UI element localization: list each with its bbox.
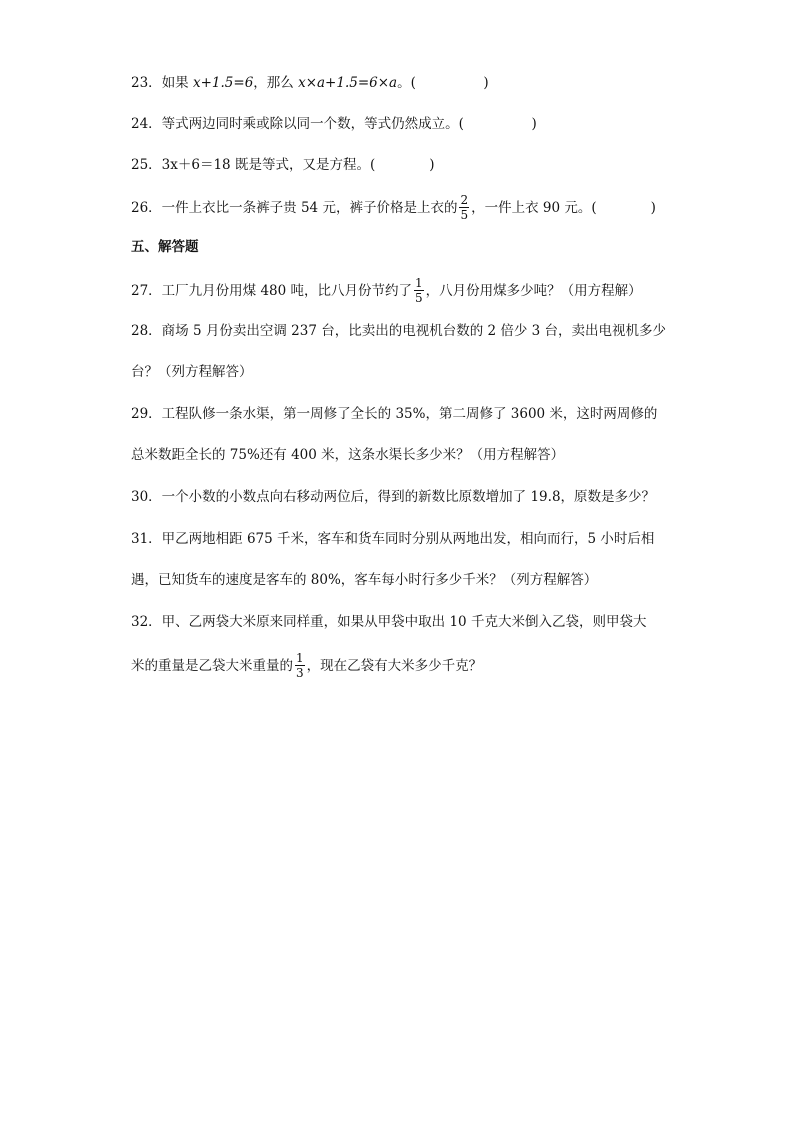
question-23-part1: 23． xyxy=(131,75,162,91)
question-23-text-a: 如果 xyxy=(161,75,189,91)
question-23 xyxy=(131,73,489,93)
question-32-text-b: ，现在乙袋有大米多少千克？ xyxy=(306,658,483,674)
question-28-line-1: 28．商场 5 月份卖出空调 237 台，比卖出的电视机台数的 2 倍少 3 台，卖出电视机多少 xyxy=(131,323,667,339)
question-23-equation-1: x+1.5=6 xyxy=(192,75,254,91)
question-27 xyxy=(131,278,642,305)
question-32-text-a: 米的重量是乙袋大米重量的 xyxy=(131,658,293,674)
question-32-line-1: 32．甲、乙两袋大米原来同样重，如果从甲袋中取出 10 千克大米倒入乙袋，则甲袋大 xyxy=(131,614,647,630)
question-30: 30．一个小数的小数点向右移动两位后，得到的新数比原数增加了 19.8，原数是多少？ xyxy=(131,489,656,505)
question-23-text-b: ，那么 xyxy=(253,75,294,91)
question-27-text-b: ，八月份用煤多少吨？（用方程解） xyxy=(425,283,642,299)
question-27-text-a: 27．工厂九月份用煤 480 吨，比八月份节约了 xyxy=(131,283,413,299)
fraction-numerator: 1 xyxy=(415,276,423,290)
question-29-line-2: 总米数距全长的 75%还有 400 米，这条水渠长多少米？（用方程解答） xyxy=(131,447,565,463)
fraction-denominator: 5 xyxy=(415,291,423,305)
question-26 xyxy=(131,195,656,222)
fraction-numerator: 2 xyxy=(460,193,469,207)
question-28-line-2: 台？（列方程解答） xyxy=(131,364,253,380)
fraction-numerator: 1 xyxy=(296,651,304,665)
fraction-two-fifths xyxy=(459,194,469,221)
question-26-text-a: 26．一件上衣比一条裤子贵 54 元，裤子价格是上衣的 xyxy=(131,200,458,216)
fraction-one-fifth xyxy=(414,277,424,304)
question-32-line-2 xyxy=(131,653,482,680)
question-26-text-b: ，一件上衣 90 元。( ) xyxy=(471,200,656,216)
question-29-line-1: 29．工程队修一条水渠，第一周修了全长的 35%，第二周修了 3600 米，这时两周修的 xyxy=(131,406,658,422)
question-31-line-1: 31．甲乙两地相距 675 千米，客车和货车同时分别从两地出发，相向而行，5 小时后相 xyxy=(131,531,655,547)
question-23-equation-2: x×a+1.5=6×a xyxy=(298,75,398,91)
fraction-one-third xyxy=(295,652,305,679)
section-title: 五、解答题 xyxy=(131,239,199,255)
question-25: 25．3x＋6＝18 既是等式，又是方程。( ) xyxy=(131,157,435,173)
fraction-denominator: 3 xyxy=(296,666,304,680)
question-31-line-2: 遇，已知货车的速度是客车的 80%，客车每小时行多少千米？（列方程解答） xyxy=(131,572,598,588)
question-23-text-c: 。( ) xyxy=(397,75,489,91)
fraction-denominator: 5 xyxy=(460,208,469,222)
question-24: 24．等式两边同时乘或除以同一个数，等式仍然成立。( ) xyxy=(131,116,537,132)
